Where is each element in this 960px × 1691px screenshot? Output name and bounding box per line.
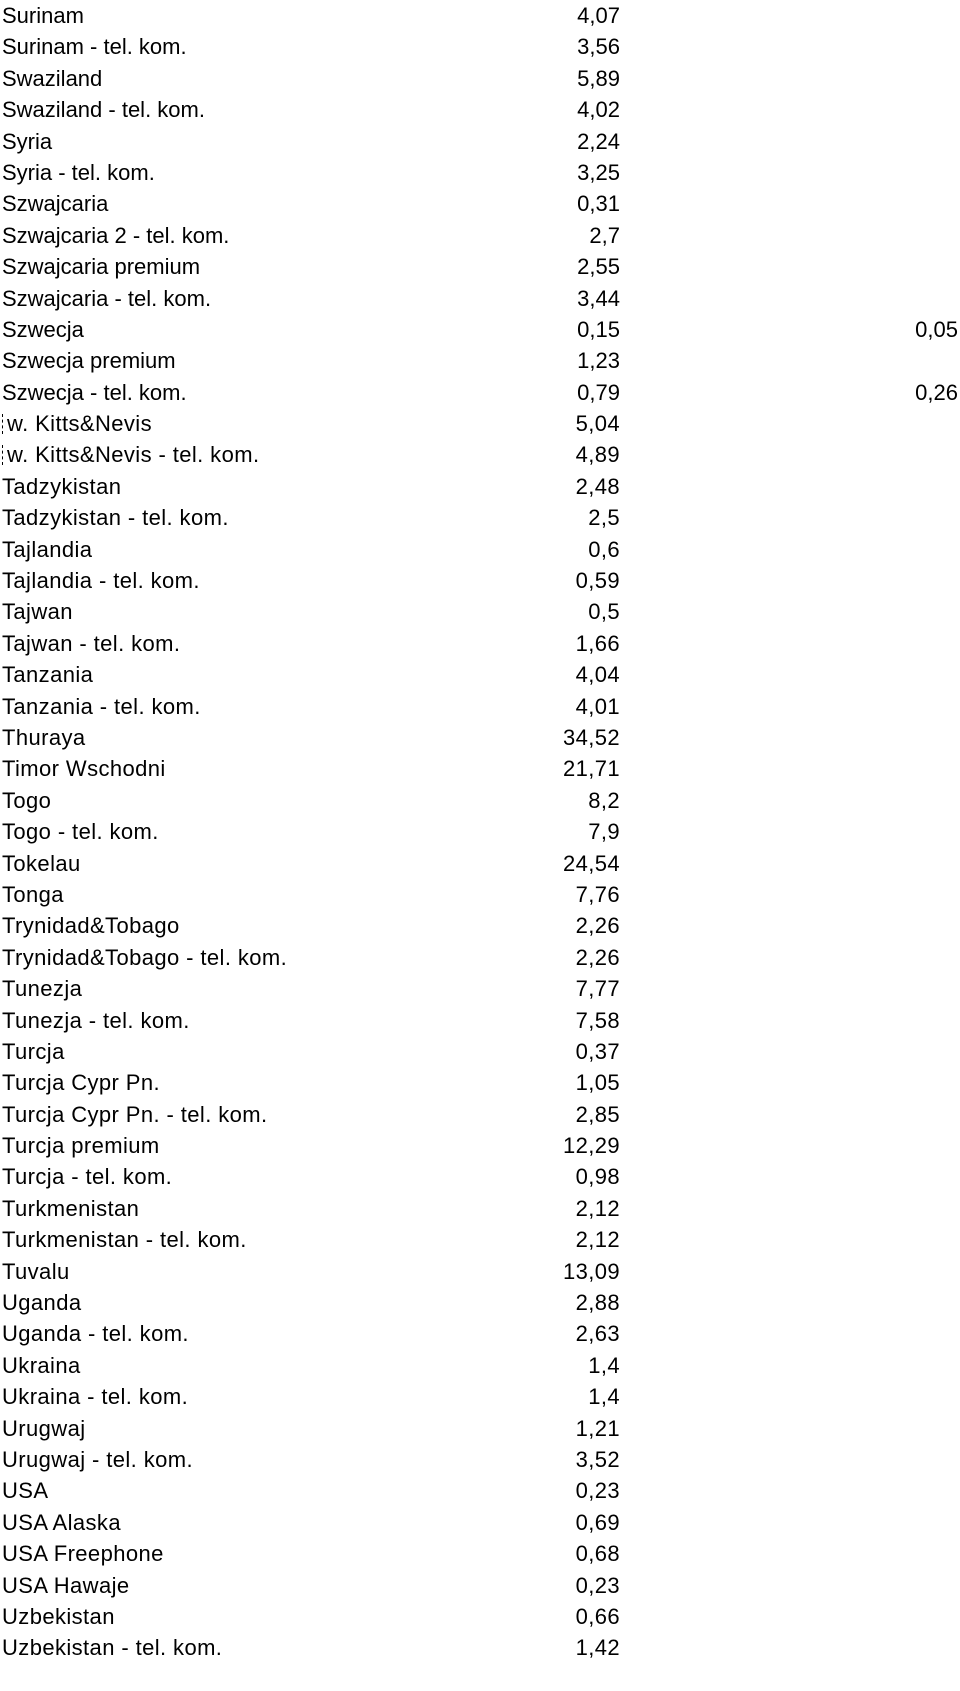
country-name (2, 471, 121, 502)
table-row (0, 283, 960, 314)
country-name-text: Trynidad&Tobago (2, 913, 180, 939)
table-row (0, 534, 960, 565)
table-row (0, 345, 960, 376)
country-name (2, 63, 102, 94)
rate-value: 0,15 (577, 316, 620, 342)
country-name (2, 439, 259, 470)
table-row (0, 314, 960, 345)
country-name (2, 879, 64, 910)
country-name-text: Trynidad&Tobago - tel. kom. (2, 944, 288, 970)
table-row (0, 596, 960, 627)
table-row (0, 1413, 960, 1444)
table-row (0, 408, 960, 439)
country-name (2, 816, 159, 847)
table-row (0, 1224, 960, 1255)
table-row (0, 565, 960, 596)
table-row (0, 1005, 960, 1036)
country-name (2, 1475, 48, 1506)
country-name-text: Tadzykistan (2, 473, 122, 499)
country-name-text: Turcja Cypr Pn. - tel. kom. (2, 1101, 268, 1127)
country-name (2, 1099, 268, 1130)
country-name-text: Uzbekistan (2, 1603, 115, 1629)
country-name-text: Tadzykistan - tel. kom. (2, 505, 229, 531)
rate-value: 0,66 (575, 1603, 620, 1629)
rate-value: 0,23 (575, 1572, 620, 1598)
country-name (2, 31, 187, 62)
table-row (0, 126, 960, 157)
table-row (0, 188, 960, 219)
table-row (0, 251, 960, 282)
table-row (0, 1538, 960, 1569)
country-name (2, 345, 176, 376)
country-name (2, 942, 287, 973)
rate-value: 5,04 (575, 411, 620, 437)
table-row (0, 1444, 960, 1475)
country-name-text: Turcja premium (2, 1133, 160, 1159)
table-row (0, 1632, 960, 1663)
country-name-text: Togo - tel. kom. (2, 819, 159, 845)
table-row (0, 1287, 960, 1318)
rate-value: 2,85 (575, 1101, 620, 1127)
rate-value: 0,31 (577, 191, 620, 217)
country-name-text: Swaziland - tel. kom. (2, 97, 205, 123)
table-row (0, 1256, 960, 1287)
country-name-text: Ukraina (2, 1352, 81, 1378)
table-row (0, 1570, 960, 1601)
rate-value: 3,25 (577, 159, 620, 185)
country-name-text: Tajlandia - tel. kom. (2, 568, 200, 594)
table-row (0, 220, 960, 251)
country-name (2, 565, 200, 596)
country-name (2, 502, 229, 533)
country-name (2, 1224, 247, 1255)
rate-value: 2,26 (575, 913, 620, 939)
country-name (2, 848, 81, 879)
country-name-text: Urugwaj (2, 1415, 86, 1441)
rate-value: 3,52 (575, 1446, 620, 1472)
rate-value: 3,56 (577, 34, 620, 60)
country-name (2, 753, 166, 784)
rate-value: 34,52 (562, 724, 620, 750)
rate-value: 8,2 (588, 787, 620, 813)
country-name-text: Turcja - tel. kom. (2, 1164, 173, 1190)
rate-value: 4,01 (575, 693, 620, 719)
country-name-text: Szwecja (2, 316, 84, 342)
country-name-text: Tunezja (2, 976, 83, 1002)
table-row (0, 1507, 960, 1538)
country-name (2, 659, 93, 690)
rate-value: 0,23 (575, 1478, 620, 1504)
country-name-text: Tanzania (2, 662, 94, 688)
rate-value: 1,21 (575, 1415, 620, 1441)
table-row (0, 1099, 960, 1130)
table-row (0, 1193, 960, 1224)
country-name (2, 1256, 70, 1287)
country-name-text: Tuvalu (2, 1258, 70, 1284)
table-row (0, 157, 960, 188)
rate-value: 4,04 (575, 662, 620, 688)
country-name-text: Tajlandia (2, 536, 93, 562)
country-name-text: Surinam - tel. kom. (2, 34, 187, 60)
country-name-text: Tajwan - tel. kom. (2, 630, 181, 656)
table-row (0, 1130, 960, 1161)
country-name (2, 1318, 189, 1349)
rate-value: 2,48 (575, 473, 620, 499)
country-name (2, 691, 201, 722)
country-name-text: Syria - tel. kom. (2, 159, 155, 185)
country-name (2, 377, 187, 408)
table-row (0, 848, 960, 879)
country-name (2, 1413, 86, 1444)
country-name-text: Urugwaj - tel. kom. (2, 1446, 193, 1472)
country-name-text: Swaziland (2, 65, 103, 91)
table-row (0, 1350, 960, 1381)
table-row (0, 753, 960, 784)
table-row (0, 628, 960, 659)
country-name-text: Uzbekistan - tel. kom. (2, 1635, 223, 1661)
rate-value: 1,42 (575, 1635, 620, 1661)
country-name (2, 785, 51, 816)
country-name (2, 283, 211, 314)
country-name-text: Tonga (2, 881, 64, 907)
table-row (0, 1036, 960, 1067)
country-name (2, 1538, 164, 1569)
country-name (2, 188, 108, 219)
country-name (2, 1005, 190, 1036)
country-name-text: Szwajcaria (2, 191, 109, 217)
rate-value: 2,12 (575, 1227, 620, 1253)
table-row (0, 659, 960, 690)
country-name-text: Tanzania - tel. kom. (2, 693, 201, 719)
rate-value: 4,07 (577, 3, 620, 28)
table-row (0, 1381, 960, 1412)
rate-value: 1,23 (577, 348, 620, 374)
rate-value: 4,02 (577, 97, 620, 123)
rate-value: 1,4 (588, 1352, 620, 1378)
country-name (2, 0, 84, 31)
country-name-text: USA Freephone (2, 1541, 164, 1567)
rate-value: 0,79 (577, 379, 620, 405)
country-name (2, 314, 84, 345)
table-row (0, 1475, 960, 1506)
country-name-text: USA Alaska (2, 1509, 121, 1535)
broken-bar-icon (2, 414, 4, 434)
rate-value: 0,5 (588, 599, 620, 625)
country-name (2, 1161, 172, 1192)
country-name-text: w. Kitts&Nevis (7, 411, 152, 437)
country-name-text: Togo (2, 787, 52, 813)
country-name-text: Szwajcaria premium (2, 254, 201, 280)
table-row (0, 942, 960, 973)
country-name-text: Tunezja - tel. kom. (2, 1007, 190, 1033)
country-name (2, 1381, 188, 1412)
table-row (0, 502, 960, 533)
table-row (0, 691, 960, 722)
rate-value: 12,29 (562, 1133, 620, 1159)
rate-value: 0,69 (575, 1509, 620, 1535)
country-name (2, 126, 52, 157)
country-name (2, 1350, 81, 1381)
rate-value: 7,77 (575, 976, 620, 1002)
country-name-text: Szwecja - tel. kom. (2, 379, 187, 405)
table-row (0, 1161, 960, 1192)
country-name (2, 1601, 115, 1632)
country-name-text: USA Hawaje (2, 1572, 130, 1598)
table-row (0, 1318, 960, 1349)
rate-value: 2,7 (589, 222, 620, 248)
country-name (2, 910, 180, 941)
rate-value: 2,88 (575, 1290, 620, 1316)
country-name-text: Thuraya (2, 724, 86, 750)
country-name (2, 534, 92, 565)
country-name (2, 596, 73, 627)
rate-value: 0,98 (575, 1164, 620, 1190)
rate-value: 21,71 (562, 756, 620, 782)
table-row (0, 973, 960, 1004)
country-name (2, 1130, 160, 1161)
country-name (2, 722, 86, 753)
rate-value: 5,89 (577, 65, 620, 91)
rate-value: 7,76 (575, 881, 620, 907)
secondary-rate-value: 0,26 (915, 379, 958, 405)
country-name-text: USA (2, 1478, 49, 1504)
table-row (0, 722, 960, 753)
country-name-text: Surinam (2, 3, 84, 28)
country-name-text: Turcja (2, 1038, 65, 1064)
country-name (2, 628, 180, 659)
table-row (0, 0, 960, 31)
table-row (0, 1601, 960, 1632)
rate-value: 7,58 (575, 1007, 620, 1033)
country-name (2, 94, 205, 125)
secondary-rate-value: 0,05 (915, 316, 958, 342)
rate-value: 0,59 (575, 568, 620, 594)
rate-value: 1,66 (575, 630, 620, 656)
country-name-text: Timor Wschodni (2, 756, 166, 782)
country-name-text: Szwajcaria 2 - tel. kom. (2, 222, 230, 248)
rate-value: 2,26 (575, 944, 620, 970)
country-name-text: w. Kitts&Nevis - tel. kom. (7, 442, 260, 468)
country-name (2, 157, 155, 188)
country-name (2, 1444, 193, 1475)
rate-value: 2,12 (575, 1195, 620, 1221)
table-row (0, 439, 960, 470)
country-name (2, 973, 82, 1004)
country-name (2, 1287, 81, 1318)
rate-value: 2,5 (588, 505, 620, 531)
country-name-text: Turkmenistan - tel. kom. (2, 1227, 247, 1253)
country-name-text: Szwajcaria - tel. kom. (2, 285, 212, 311)
broken-bar-icon (2, 445, 4, 465)
rate-value: 1,4 (588, 1384, 620, 1410)
country-name (2, 408, 152, 439)
table-row (0, 1067, 960, 1098)
country-name-text: Tokelau (2, 850, 81, 876)
rate-value: 1,05 (575, 1070, 620, 1096)
rate-value: 7,9 (588, 819, 620, 845)
table-row (0, 879, 960, 910)
country-name (2, 1067, 160, 1098)
rate-value: 13,09 (562, 1258, 620, 1284)
country-name (2, 1632, 222, 1663)
rate-value: 2,63 (575, 1321, 620, 1347)
country-name-text: Tajwan (2, 599, 73, 625)
country-name (2, 251, 200, 282)
table-row (0, 31, 960, 62)
country-name-text: Syria (2, 128, 53, 154)
rate-value: 0,37 (575, 1038, 620, 1064)
table-row (0, 785, 960, 816)
country-name (2, 1193, 139, 1224)
rate-value: 0,68 (575, 1541, 620, 1567)
country-name-text: Szwecja premium (2, 348, 176, 374)
rate-value: 0,6 (588, 536, 620, 562)
country-name-text: Turkmenistan (2, 1195, 140, 1221)
table-row (0, 63, 960, 94)
country-name (2, 1036, 65, 1067)
rate-value: 24,54 (562, 850, 620, 876)
rate-value: 4,89 (575, 442, 620, 468)
rate-value: 3,44 (577, 285, 620, 311)
country-name-text: Ukraina - tel. kom. (2, 1384, 189, 1410)
country-name-text: Uganda (2, 1290, 82, 1316)
country-name (2, 1570, 130, 1601)
table-row (0, 377, 960, 408)
table-row (0, 816, 960, 847)
country-name (2, 220, 229, 251)
country-name (2, 1507, 121, 1538)
table-row (0, 910, 960, 941)
rate-value: 2,24 (577, 128, 620, 154)
table-row (0, 471, 960, 502)
country-name-text: Uganda - tel. kom. (2, 1321, 189, 1347)
country-name-text: Turcja Cypr Pn. (2, 1070, 161, 1096)
table-row (0, 94, 960, 125)
rate-value: 2,55 (577, 254, 620, 280)
